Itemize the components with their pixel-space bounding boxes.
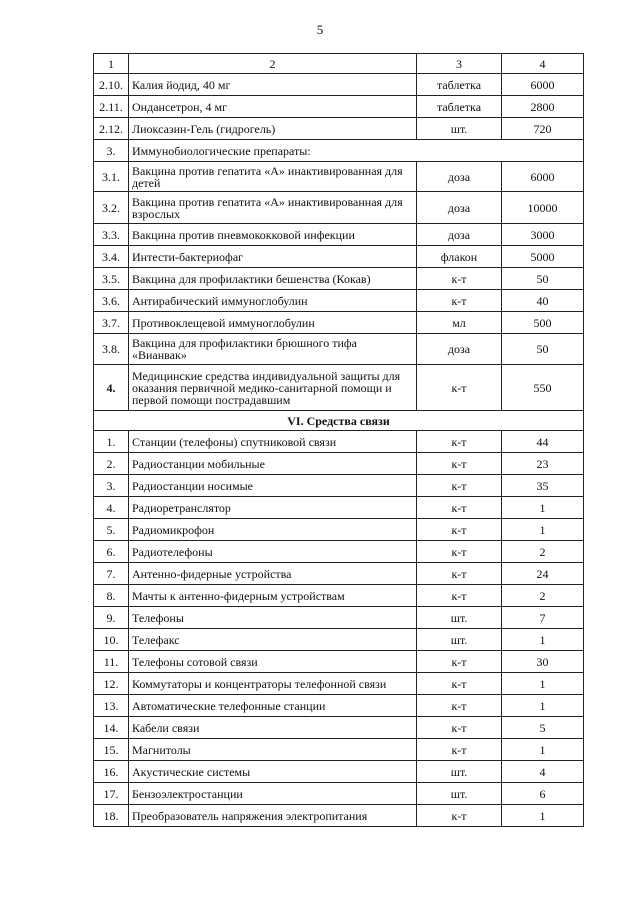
item-name: Ондансетрон, 4 мг — [129, 96, 417, 118]
row-number: 7. — [94, 563, 129, 585]
item-name: Коммутаторы и концентраторы телефонной связи — [129, 673, 417, 695]
header-cell: 3 — [417, 54, 502, 74]
item-quantity: 1 — [502, 497, 584, 519]
item-unit: шт. — [417, 783, 502, 805]
item-unit: к-т — [417, 541, 502, 563]
item-quantity: 500 — [502, 312, 584, 334]
item-unit: к-т — [417, 475, 502, 497]
row-number: 2. — [94, 453, 129, 475]
item-unit: к-т — [417, 805, 502, 827]
item-quantity: 7 — [502, 607, 584, 629]
item-unit: доза — [417, 192, 502, 224]
header-cell: 4 — [502, 54, 584, 74]
item-quantity: 10000 — [502, 192, 584, 224]
item-name: Автоматические телефонные станции — [129, 695, 417, 717]
row-number: 3. — [94, 475, 129, 497]
item-unit: к-т — [417, 695, 502, 717]
item-name: Радиостанции мобильные — [129, 453, 417, 475]
table-row — [94, 334, 584, 365]
item-name: Радиомикрофон — [129, 519, 417, 541]
item-unit: к-т — [417, 717, 502, 739]
item-unit: доза — [417, 224, 502, 246]
row-number: 16. — [94, 761, 129, 783]
row-number: 3. — [94, 140, 129, 162]
row-number: 3.7. — [94, 312, 129, 334]
section-row — [94, 411, 584, 431]
table-row — [94, 224, 584, 246]
header-cell: 1 — [94, 54, 129, 74]
row-number: 3.2. — [94, 192, 129, 224]
item-unit: таблетка — [417, 74, 502, 96]
item-quantity: 5000 — [502, 246, 584, 268]
supply-table — [93, 53, 584, 827]
item-name: Антирабический иммуноглобулин — [129, 290, 417, 312]
table-row — [94, 607, 584, 629]
table-row — [94, 805, 584, 827]
table-row — [94, 651, 584, 673]
item-unit: к-т — [417, 453, 502, 475]
item-unit: к-т — [417, 431, 502, 453]
item-name: Интести-бактериофаг — [129, 246, 417, 268]
item-quantity: 6000 — [502, 162, 584, 192]
item-unit: к-т — [417, 290, 502, 312]
item-quantity: 1 — [502, 673, 584, 695]
item-quantity: 4 — [502, 761, 584, 783]
item-unit: мл — [417, 312, 502, 334]
table-row — [94, 118, 584, 140]
item-quantity: 550 — [502, 365, 584, 411]
row-number: 8. — [94, 585, 129, 607]
row-number: 6. — [94, 541, 129, 563]
table-row — [94, 563, 584, 585]
item-quantity: 1 — [502, 695, 584, 717]
item-quantity: 1 — [502, 629, 584, 651]
table-row — [94, 290, 584, 312]
header-cell: 2 — [129, 54, 417, 74]
item-unit: к-т — [417, 268, 502, 290]
item-name: Радиостанции носимые — [129, 475, 417, 497]
item-quantity: 50 — [502, 334, 584, 365]
item-name: Телефакс — [129, 629, 417, 651]
item-name: Вакцина против гепатита «А» инактивированная для детей — [129, 162, 417, 192]
item-unit: шт. — [417, 118, 502, 140]
row-number: 4. — [94, 365, 129, 411]
row-number: 18. — [94, 805, 129, 827]
table-row — [94, 140, 584, 162]
item-quantity: 23 — [502, 453, 584, 475]
item-unit: к-т — [417, 497, 502, 519]
item-name: Вакцина для профилактики брюшного тифа «Вианвак» — [129, 334, 417, 365]
item-unit: к-т — [417, 739, 502, 761]
item-quantity: 50 — [502, 268, 584, 290]
item-name: Мачты к антенно-фидерным устройствам — [129, 585, 417, 607]
table-row — [94, 541, 584, 563]
item-unit: доза — [417, 334, 502, 365]
table-row — [94, 268, 584, 290]
item-quantity: 40 — [502, 290, 584, 312]
item-name: Медицинские средства индивидуальной защиты для оказания первичной медико-санитарной помощи и первой помощи пострадавшим — [129, 365, 417, 411]
table-row — [94, 96, 584, 118]
item-unit: к-т — [417, 365, 502, 411]
table-row — [94, 431, 584, 453]
row-number: 17. — [94, 783, 129, 805]
item-unit: таблетка — [417, 96, 502, 118]
table-row — [94, 365, 584, 411]
section-title: VI. Средства связи — [94, 411, 584, 431]
row-number: 3.8. — [94, 334, 129, 365]
item-name: Кабели связи — [129, 717, 417, 739]
row-number: 3.1. — [94, 162, 129, 192]
item-unit: к-т — [417, 673, 502, 695]
item-quantity: 1 — [502, 739, 584, 761]
table-row — [94, 519, 584, 541]
row-number: 1. — [94, 431, 129, 453]
item-name: Акустические системы — [129, 761, 417, 783]
row-number: 10. — [94, 629, 129, 651]
row-number: 3.4. — [94, 246, 129, 268]
row-number: 13. — [94, 695, 129, 717]
item-quantity: 44 — [502, 431, 584, 453]
item-name: Радиотелефоны — [129, 541, 417, 563]
row-number: 9. — [94, 607, 129, 629]
table-row — [94, 585, 584, 607]
item-quantity: 1 — [502, 519, 584, 541]
item-quantity: 2 — [502, 585, 584, 607]
item-quantity: 3000 — [502, 224, 584, 246]
header-row — [94, 54, 584, 74]
item-quantity: 2800 — [502, 96, 584, 118]
item-quantity: 1 — [502, 805, 584, 827]
row-number: 2.12. — [94, 118, 129, 140]
item-unit: шт. — [417, 629, 502, 651]
table-row — [94, 497, 584, 519]
table-row — [94, 739, 584, 761]
item-name: Вакцина для профилактики бешенства (Кокав) — [129, 268, 417, 290]
item-name: Вакцина против пневмококковой инфекции — [129, 224, 417, 246]
item-name: Антенно-фидерные устройства — [129, 563, 417, 585]
table-row — [94, 162, 584, 192]
item-unit: флакон — [417, 246, 502, 268]
item-quantity: 5 — [502, 717, 584, 739]
table-row — [94, 312, 584, 334]
item-quantity: 6000 — [502, 74, 584, 96]
table-row — [94, 475, 584, 497]
row-number: 14. — [94, 717, 129, 739]
table-row — [94, 783, 584, 805]
table-row — [94, 673, 584, 695]
table-row — [94, 74, 584, 96]
item-name: Калия йодид, 40 мг — [129, 74, 417, 96]
item-name: Бензоэлектростанции — [129, 783, 417, 805]
row-number: 12. — [94, 673, 129, 695]
row-number: 15. — [94, 739, 129, 761]
item-unit: к-т — [417, 585, 502, 607]
item-name: Противоклещевой иммуноглобулин — [129, 312, 417, 334]
item-name: Преобразователь напряжения электропитания — [129, 805, 417, 827]
item-quantity: 30 — [502, 651, 584, 673]
row-number: 2.10. — [94, 74, 129, 96]
row-number: 11. — [94, 651, 129, 673]
item-quantity: 2 — [502, 541, 584, 563]
item-name: Магнитолы — [129, 739, 417, 761]
row-number: 3.5. — [94, 268, 129, 290]
row-number: 2.11. — [94, 96, 129, 118]
item-name: Телефоны сотовой связи — [129, 651, 417, 673]
table-row — [94, 695, 584, 717]
row-number: 3.6. — [94, 290, 129, 312]
row-number: 3.3. — [94, 224, 129, 246]
item-unit: к-т — [417, 519, 502, 541]
table-row — [94, 761, 584, 783]
item-name: Иммунобиологические препараты: — [129, 140, 584, 162]
item-unit: доза — [417, 162, 502, 192]
item-quantity: 720 — [502, 118, 584, 140]
item-unit: шт. — [417, 761, 502, 783]
item-unit: к-т — [417, 563, 502, 585]
item-quantity: 35 — [502, 475, 584, 497]
item-name: Телефоны — [129, 607, 417, 629]
table-row — [94, 717, 584, 739]
item-unit: к-т — [417, 651, 502, 673]
item-name: Радиоретранслятор — [129, 497, 417, 519]
table-row — [94, 246, 584, 268]
row-number: 5. — [94, 519, 129, 541]
table-row — [94, 192, 584, 224]
item-name: Лиоксазин-Гель (гидрогель) — [129, 118, 417, 140]
row-number: 4. — [94, 497, 129, 519]
table-row — [94, 453, 584, 475]
item-name: Вакцина против гепатита «А» инактивированная для взрослых — [129, 192, 417, 224]
item-quantity: 24 — [502, 563, 584, 585]
page-number: 5 — [316, 22, 324, 37]
item-quantity: 6 — [502, 783, 584, 805]
item-unit: шт. — [417, 607, 502, 629]
table-row — [94, 629, 584, 651]
item-name: Станции (телефоны) спутниковой связи — [129, 431, 417, 453]
